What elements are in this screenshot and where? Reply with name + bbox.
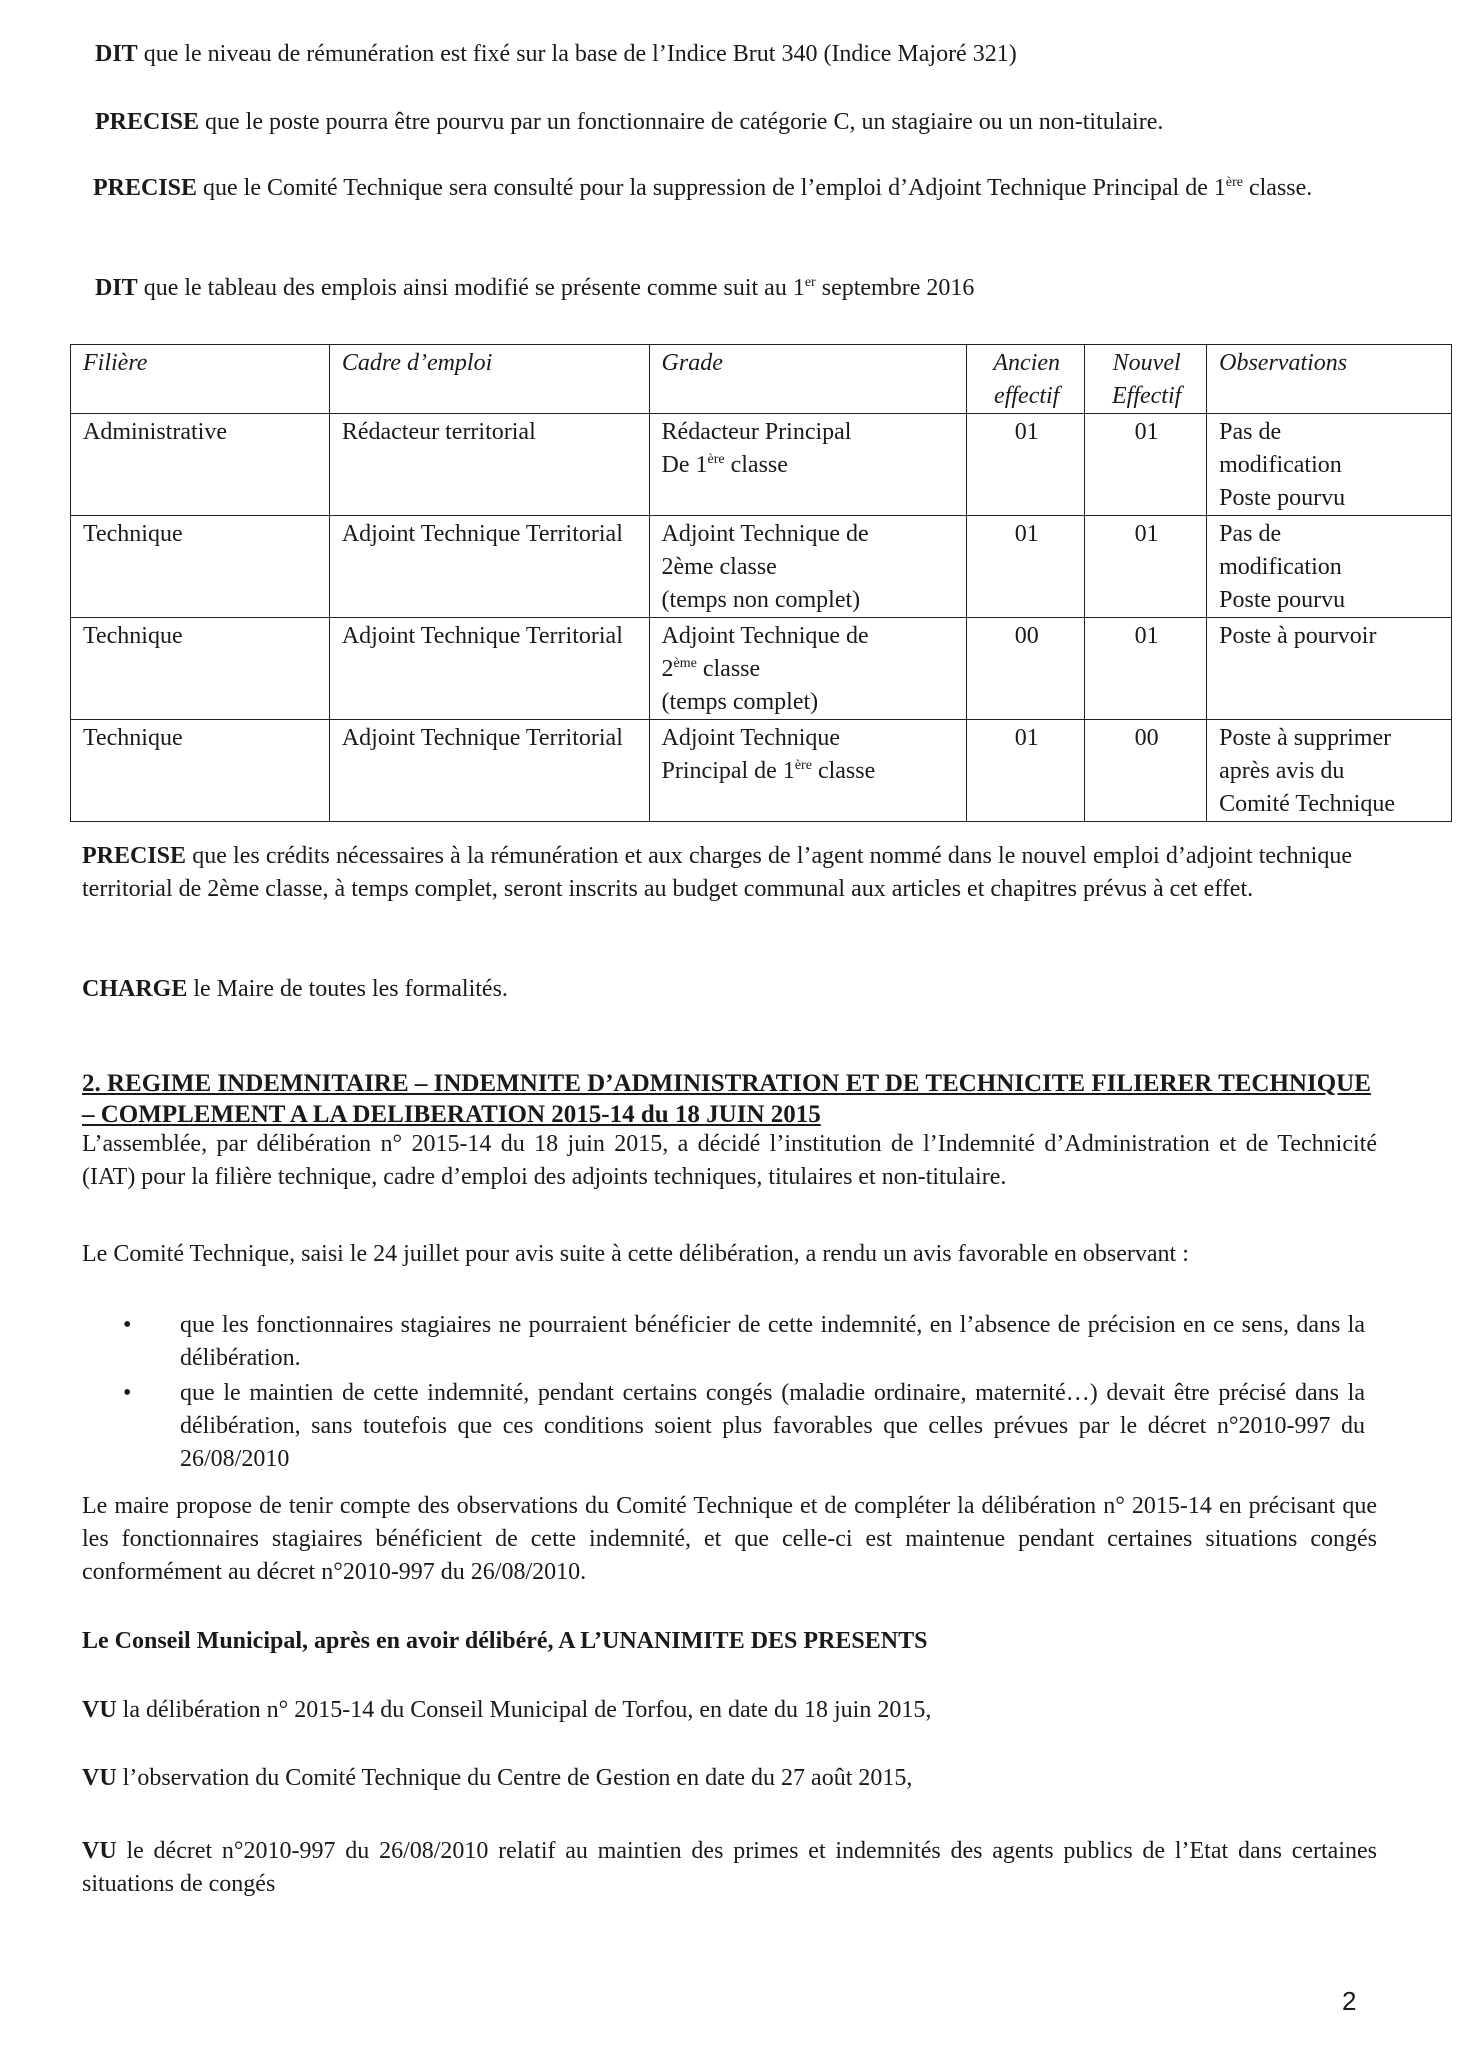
cell-observations <box>1207 414 1452 516</box>
column-header: Grade <box>649 345 967 414</box>
grade-line: (temps non complet) <box>661 587 861 613</box>
keyword-precise: PRECISE <box>82 843 187 869</box>
table-row <box>71 618 1452 720</box>
table-row <box>71 516 1452 618</box>
paragraph-text: que le niveau de rémunération est fixé sur la base de l’Indice Brut 340 (Indice Majoré 321) <box>137 41 1017 67</box>
paragraph-vu-observation <box>82 1762 1382 1795</box>
paragraph-dit-tableau <box>95 272 1395 305</box>
cell-filiere: Technique <box>71 618 330 720</box>
paragraph-comite-technique: Le Comité Technique, saisi le 24 juillet pour avis suite à cette délibération, a rendu un avis favorable en observant : <box>82 1241 1189 1267</box>
grade-line: Adjoint Technique <box>661 725 841 751</box>
observation-line: Pas de <box>1219 521 1282 547</box>
observation-line: Poste à pourvoir <box>1219 623 1377 649</box>
cell-ancien-effectif: 01 <box>967 414 1085 516</box>
table-row <box>71 720 1452 822</box>
observation-line: après avis du <box>1219 758 1345 784</box>
cell-cadre: Adjoint Technique Territorial <box>329 516 649 618</box>
column-header: Cadre d’emploi <box>329 345 649 414</box>
observation-line: Poste pourvu <box>1219 485 1346 511</box>
paragraph-dit-remuneration <box>95 38 1395 71</box>
cell-nouvel-effectif: 01 <box>1085 618 1207 720</box>
keyword-dit: DIT <box>95 275 138 301</box>
keyword-vu: VU <box>82 1765 117 1791</box>
observation-line: Poste à supprimer <box>1219 725 1392 751</box>
cell-cadre: Adjoint Technique Territorial <box>329 618 649 720</box>
cell-cadre: Adjoint Technique Territorial <box>329 720 649 822</box>
observations-list <box>115 1309 1365 1478</box>
observation-line: Pas de <box>1219 419 1282 445</box>
paragraph-text: le décret n°2010-997 du 26/08/2010 relatif au maintien des primes et indemnités des agents publics de l’Etat dans certaines situations de congés <box>82 1838 1377 1897</box>
grade-line: classe <box>811 758 876 784</box>
superscript: ère <box>707 452 725 467</box>
list-item <box>115 1309 1365 1375</box>
cell-cadre: Rédacteur territorial <box>329 414 649 516</box>
cell-nouvel-effectif: 01 <box>1085 516 1207 618</box>
observation-line: Comité Technique <box>1219 791 1395 817</box>
grade-line: 2ème classe <box>661 554 777 580</box>
emplois-table <box>70 344 1452 822</box>
paragraph-text: la délibération n° 2015-14 du Conseil Municipal de Torfou, en date du 18 juin 2015, <box>116 1697 932 1723</box>
grade-line: classe <box>724 452 788 478</box>
cell-observations <box>1207 516 1452 618</box>
grade-line: Adjoint Technique de <box>661 521 869 547</box>
paragraph-vu-decret <box>82 1835 1377 1901</box>
paragraph-text: septembre 2016 <box>815 275 975 301</box>
grade-line: classe <box>696 656 761 682</box>
bullet-icon: • <box>123 1380 132 1406</box>
paragraph-charge <box>82 973 1382 1006</box>
paragraph-maire-propose: Le maire propose de tenir compte des observations du Comité Technique et de compléter la délibération n° 2015-14 en précisant que les fonctionnaires stagiaires bénéficient de cette indemnité, et que celle-ci est maintenue pendant certaines situations congés conformément au décret n°2010-997 du 26/08/2010. <box>82 1493 1377 1585</box>
table-row <box>71 414 1452 516</box>
cell-filiere: Administrative <box>71 414 330 516</box>
cell-ancien-effectif: 00 <box>967 618 1085 720</box>
cell-nouvel-effectif: 00 <box>1085 720 1207 822</box>
bullet-icon: • <box>123 1312 132 1338</box>
grade-line: (temps complet) <box>661 689 819 715</box>
paragraph-conseil-municipal: Le Conseil Municipal, après en avoir délibéré, A L’UNANIMITE DES PRESENTS <box>82 1628 928 1654</box>
cell-ancien-effectif: 01 <box>967 720 1085 822</box>
paragraph-assemblee: L’assemblée, par délibération n° 2015-14 du 18 juin 2015, a décidé l’institution de l’Indemnité d’Administration et de Technicité (IAT) pour la filière technique, cadre d’emploi des adjoints techniques, titulaires et non-titulaire. <box>82 1131 1377 1190</box>
list-item-text: que les fonctionnaires stagiaires ne pourraient bénéficier de cette indemnité, en l’absence de précision en ce sens, dans la délibération. <box>180 1312 1365 1371</box>
paragraph-text: que le Comité Technique sera consulté pour la suppression de l’emploi d’Adjoint Technique Principal de 1 <box>197 175 1226 201</box>
paragraph-text: l’observation du Comité Technique du Centre de Gestion en date du 27 août 2015, <box>116 1765 913 1791</box>
cell-grade <box>649 516 967 618</box>
cell-observations <box>1207 618 1452 720</box>
cell-grade <box>649 414 967 516</box>
paragraph-precise-comite <box>93 172 1383 205</box>
grade-line: Rédacteur Principal <box>661 419 852 445</box>
cell-nouvel-effectif: 01 <box>1085 414 1207 516</box>
cell-ancien-effectif: 01 <box>967 516 1085 618</box>
grade-line: Adjoint Technique de <box>661 623 869 649</box>
observation-line: Poste pourvu <box>1219 587 1346 613</box>
grade-line: De 1 <box>661 452 708 478</box>
keyword-precise: PRECISE <box>95 109 200 135</box>
paragraph-text: que le tableau des emplois ainsi modifié se présente comme suit au 1 <box>137 275 805 301</box>
paragraph-text: que les crédits nécessaires à la rémunération et aux charges de l’agent nommé dans le nouvel emploi d’adjoint technique territorial de 2ème classe, à temps complet, seront inscrits au budget communal aux articles et chapitres prévus à cet effet. <box>82 843 1352 902</box>
section-heading: 2. REGIME INDEMNITAIRE – INDEMNITE D’ADMINISTRATION ET DE TECHNICITE FILIERER TECHNIQUE – COMPLEMENT A LA DELIBERATION 2015-14 du 18 JUIN 2015 <box>82 1070 1371 1128</box>
paragraph-text: que le poste pourra être pourvu par un fonctionnaire de catégorie C, un stagiaire ou un non-titulaire. <box>199 109 1164 135</box>
page-number: 2 <box>1342 1986 1357 2016</box>
cell-observations <box>1207 720 1452 822</box>
keyword-precise: PRECISE <box>93 175 198 201</box>
paragraph-text: classe. <box>1242 175 1313 201</box>
grade-line: 2 <box>661 656 674 682</box>
cell-grade <box>649 720 967 822</box>
column-header: Filière <box>71 345 330 414</box>
keyword-dit: DIT <box>95 41 138 67</box>
paragraph-vu-deliberation <box>82 1694 1382 1727</box>
keyword-vu: VU <box>82 1838 117 1864</box>
superscript: ème <box>673 656 697 671</box>
table-header-row <box>71 345 1452 414</box>
keyword-vu: VU <box>82 1697 117 1723</box>
list-item <box>115 1377 1365 1476</box>
paragraph-precise-credits <box>82 840 1352 906</box>
observation-line: modification <box>1219 452 1342 478</box>
superscript: er <box>804 275 816 290</box>
observation-line: modification <box>1219 554 1342 580</box>
superscript: ère <box>794 758 812 773</box>
grade-line: Principal de 1 <box>661 758 795 784</box>
column-header: Nouvel Effectif <box>1085 345 1207 414</box>
column-header: Ancien effectif <box>967 345 1085 414</box>
superscript: ère <box>1225 175 1243 190</box>
column-header: Observations <box>1207 345 1452 414</box>
paragraph-text: le Maire de toutes les formalités. <box>187 976 508 1002</box>
list-item-text: que le maintien de cette indemnité, pendant certains congés (maladie ordinaire, maternité…) devait être précisé dans la délibération, sans toutefois que ces conditions soient plus favorables que celles prévues par le décret n°2010-997 du 26/08/2010 <box>180 1380 1365 1472</box>
cell-filiere: Technique <box>71 516 330 618</box>
cell-grade <box>649 618 967 720</box>
keyword-charge: CHARGE <box>82 976 188 1002</box>
paragraph-precise-poste <box>95 106 1415 139</box>
cell-filiere: Technique <box>71 720 330 822</box>
